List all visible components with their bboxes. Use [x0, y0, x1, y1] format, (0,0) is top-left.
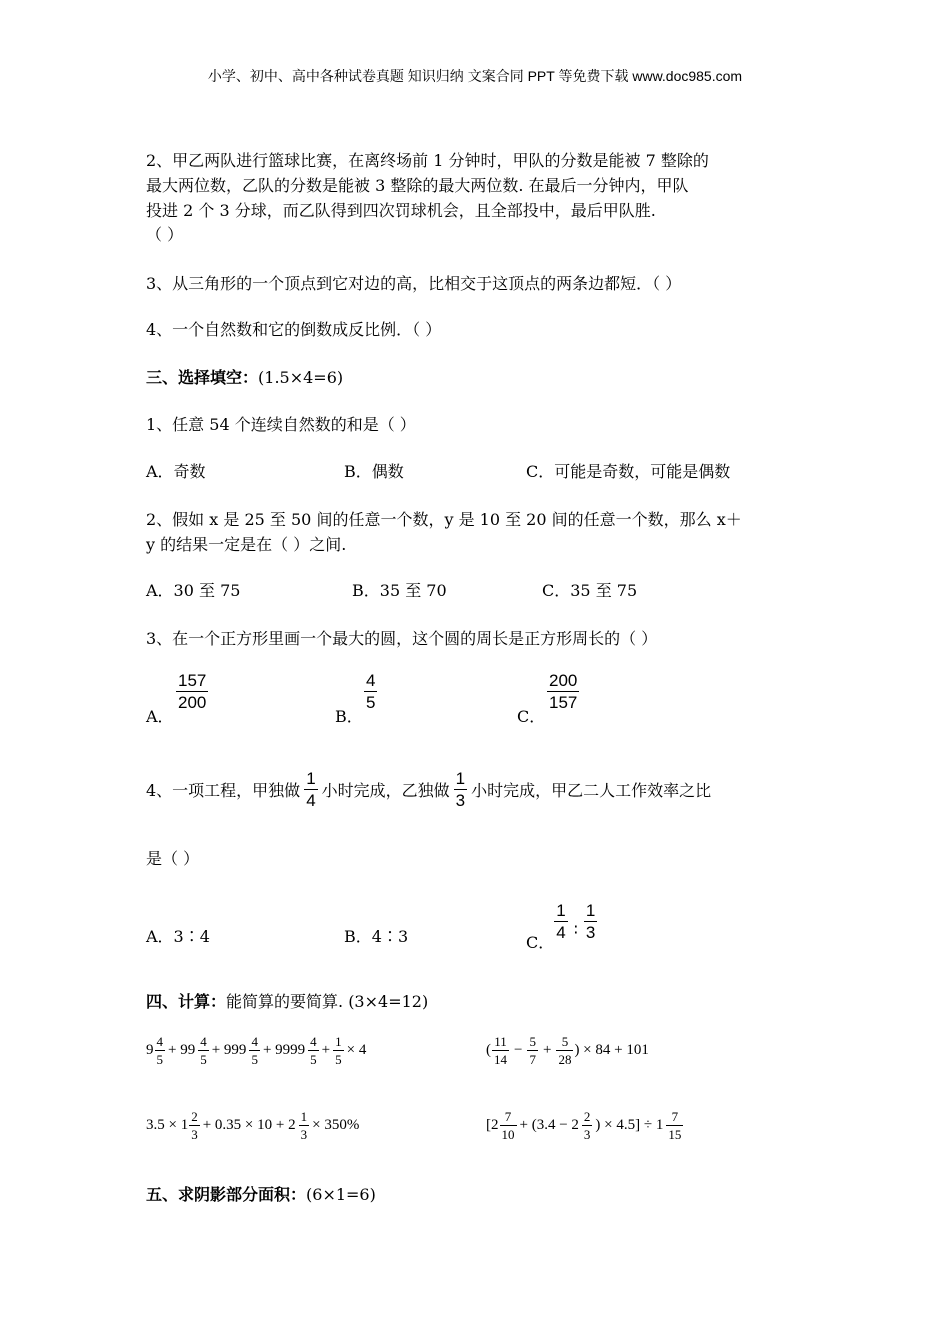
section-area-score: (6×1=6) — [306, 1185, 376, 1204]
math-text: − — [514, 1042, 523, 1058]
math-text: + 9999 — [262, 1042, 306, 1058]
fraction — [189, 1110, 200, 1141]
judge-q2-line3: 投进 2 个 3 分球，而乙队得到四次罚球机会，且全部投中，最后甲队胜. — [146, 201, 656, 220]
fraction — [500, 1110, 517, 1141]
fraction — [582, 1110, 593, 1141]
math-text: ( — [486, 1042, 491, 1058]
fraction-numerator: 2 — [583, 1109, 591, 1124]
choice-q4-part1: 4、一项工程，甲独做 — [146, 781, 301, 800]
fraction-denominator: 3 — [300, 1127, 308, 1142]
judge-q2-line1: 2、甲乙两队进行篮球比赛，在离终场前 1 分钟时，甲队的分数是能被 7 整除的 — [146, 151, 709, 170]
choice-q4-option-c-fraction-1 — [554, 902, 567, 941]
math-text: ) × 4.5] ÷ 1 — [595, 1117, 664, 1133]
fraction — [333, 1035, 344, 1066]
fraction-numerator: 5 — [529, 1034, 536, 1049]
math-text: + — [542, 1042, 552, 1058]
choice-q2-line1: 2、假如 x 是 25 至 50 间的任意一个数，y 是 10 至 20 间的任意一个数，那么 x＋ — [146, 510, 742, 529]
fraction-denominator: 157 — [549, 693, 578, 712]
ratio-sign: ∶ — [573, 920, 578, 939]
fraction — [556, 1035, 573, 1066]
calc-expression-2 — [486, 1035, 649, 1066]
fraction-numerator: 5 — [561, 1034, 569, 1049]
fraction-numerator: 1 — [585, 901, 596, 920]
math-text: + 99 — [168, 1042, 196, 1058]
fraction-denominator: 15 — [668, 1127, 682, 1142]
section-area-heading: 五、求阴影部分面积： — [146, 1185, 307, 1204]
fraction-numerator: 4 — [251, 1034, 258, 1049]
choice-q4-fraction-2 — [454, 770, 467, 809]
judge-q2-line2: 最大两位数，乙队的分数是能被 3 整除的最大两位数. 在最后一分钟内，甲队 — [146, 176, 689, 195]
calc-expression-1 — [146, 1035, 368, 1066]
fraction-denominator: 7 — [529, 1052, 536, 1067]
choice-q4-option-c-label: C． — [526, 933, 555, 952]
fraction-numerator: 1 — [335, 1034, 342, 1049]
fraction-numerator: 2 — [191, 1109, 198, 1124]
fraction — [527, 1035, 538, 1066]
choice-q4-option-c-fraction-2 — [584, 902, 597, 941]
choice-q3-option-a-fraction — [176, 672, 208, 711]
choice-q4-option-c — [526, 890, 597, 953]
choice-q2-option-a: A．30 至 75 — [146, 581, 241, 600]
choice-q3: 3、在一个正方形里画一个最大的圆，这个圆的周长是正方形周长的（ ） — [146, 629, 658, 648]
fraction-denominator: 5 — [310, 1052, 317, 1067]
choice-q1-option-c: C．可能是奇数，可能是偶数 — [526, 462, 731, 481]
choice-q4-part3: 小时完成，甲乙二人工作效率之比 — [471, 781, 712, 800]
fraction — [666, 1110, 683, 1141]
fraction-denominator: 10 — [501, 1127, 515, 1142]
math-text: + 0.35 × 10 + 2 — [202, 1117, 296, 1133]
fraction-denominator: 5 — [200, 1052, 207, 1067]
section-calc-title — [146, 989, 428, 1012]
choice-q2-option-c: C．35 至 75 — [542, 581, 638, 600]
math-text: 9 — [146, 1042, 154, 1058]
calc-expression-3 — [146, 1110, 361, 1141]
section-choice-title — [146, 365, 343, 388]
fraction-denominator: 3 — [583, 1127, 591, 1142]
fraction — [299, 1110, 310, 1141]
choice-q3-option-c-fraction — [547, 672, 579, 711]
math-text: × 4 — [346, 1042, 367, 1058]
fraction-denominator: 5 — [251, 1052, 258, 1067]
choice-q4-option-b: B．4∶3 — [344, 927, 409, 946]
math-text: + (3.4 − 2 — [519, 1117, 579, 1133]
fraction-numerator: 11 — [494, 1034, 507, 1049]
fraction — [492, 1035, 509, 1066]
choice-q4-fraction-1 — [304, 770, 317, 809]
fraction-denominator: 3 — [191, 1127, 198, 1142]
fraction-denominator: 200 — [178, 693, 207, 712]
math-text: 3.5 × 1 — [146, 1117, 189, 1133]
fraction — [308, 1035, 319, 1066]
choice-q4-line1 — [146, 770, 711, 809]
choice-q2-line2: y 的结果一定是在（ ）之间. — [146, 535, 347, 554]
fraction-numerator: 7 — [504, 1109, 512, 1124]
judge-q3: 3、从三角形的一个顶点到它对边的高，比相交于这顶点的两条边都短．（ ） — [146, 274, 682, 293]
page-header: 小学、初中、高中各种试卷真题 知识归纳 文案合同 PPT 等免费下载 www.doc985.com — [207, 68, 743, 84]
fraction-numerator: 4 — [310, 1034, 317, 1049]
choice-q4-option-a: A．3∶4 — [146, 927, 210, 946]
fraction-denominator: 3 — [585, 923, 596, 942]
fraction-denominator: 5 — [366, 693, 376, 712]
choice-q2-option-b: B．35 至 70 — [352, 581, 447, 600]
math-text: [2 — [486, 1117, 499, 1133]
choice-q3-option-c-label: C． — [517, 707, 546, 726]
fraction-denominator: 5 — [335, 1052, 342, 1067]
choice-q4-line2: 是（ ） — [146, 849, 200, 868]
fraction-denominator: 4 — [556, 923, 566, 942]
choice-q3-option-b-fraction — [364, 672, 377, 711]
fraction-numerator: 200 — [549, 671, 578, 690]
choice-q1-option-a: A．奇数 — [146, 462, 206, 481]
choice-q1-option-b: B．偶数 — [344, 462, 404, 481]
fraction-numerator: 1 — [556, 901, 566, 920]
judge-q4: 4、一个自然数和它的倒数成反比例．（ ） — [146, 320, 442, 339]
choice-q3-option-a-label: A． — [146, 707, 174, 726]
fraction-numerator: 157 — [178, 671, 207, 690]
fraction-numerator: 7 — [671, 1109, 679, 1124]
math-text: + — [321, 1042, 331, 1058]
choice-q4-part2: 小时完成，乙独做 — [321, 781, 450, 800]
fraction — [249, 1035, 260, 1066]
fraction-denominator: 3 — [455, 791, 466, 810]
section-calc-heading: 四、计算： — [146, 992, 227, 1011]
fraction — [198, 1035, 209, 1066]
math-text: + 999 — [211, 1042, 247, 1058]
section-choice-heading: 三、选择填空： — [146, 368, 259, 387]
fraction-numerator: 1 — [306, 769, 316, 788]
section-area-title — [146, 1182, 376, 1205]
section-calc-sub: 能简算的要简算. (3×4=12) — [226, 992, 429, 1011]
math-text: ) × 84 + 101 — [574, 1042, 649, 1058]
section-choice-score: (1.5×4=6) — [258, 368, 344, 387]
fraction-numerator: 4 — [366, 671, 376, 690]
fraction-numerator: 1 — [455, 769, 466, 788]
judge-q2-blank: （ ） — [146, 225, 184, 244]
fraction-numerator: 1 — [300, 1109, 308, 1124]
fraction-denominator: 5 — [156, 1052, 163, 1067]
fraction-denominator: 28 — [558, 1052, 572, 1067]
fraction-numerator: 4 — [200, 1034, 207, 1049]
math-text: × 350% — [312, 1117, 360, 1133]
fraction — [155, 1035, 166, 1066]
fraction-denominator: 4 — [306, 791, 316, 810]
fraction-denominator: 14 — [494, 1052, 507, 1067]
choice-q1: 1、任意 54 个连续自然数的和是（ ） — [146, 415, 416, 434]
choice-q3-option-b-label: B． — [335, 707, 363, 726]
calc-expression-4 — [486, 1110, 684, 1141]
fraction-numerator: 4 — [156, 1034, 163, 1049]
